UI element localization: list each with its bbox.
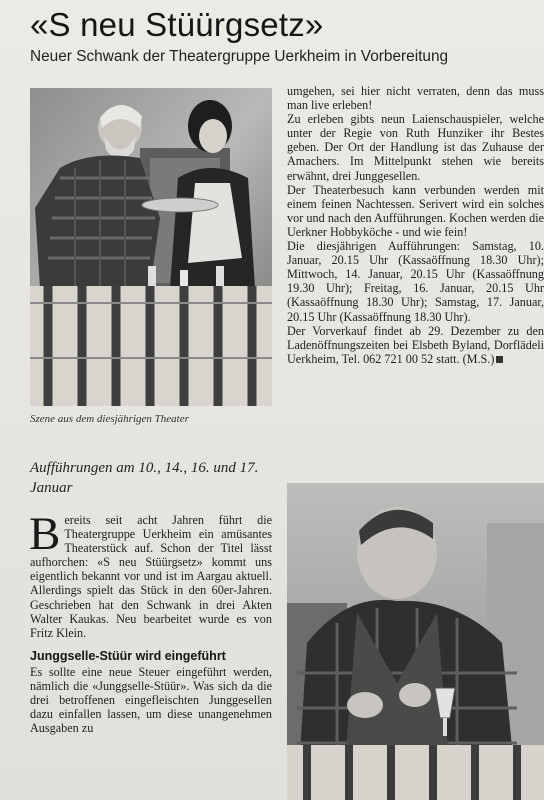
actor-portrait-image [287,483,544,800]
end-mark-icon [496,356,503,363]
article-column-right [287,84,544,366]
paragraph-r1: umgehen, sei hier nicht verraten, denn das muss man live erleben! [287,84,544,113]
photo-caption: Szene aus dem diesjährigen Theater [30,413,189,425]
article-column-left [29,508,272,736]
paragraph-r3: Der Theaterbesuch kann verbunden werden mit einem feinen Nachtessen. Serivert wird ein solches vor und nach den Aufführungen. Kochen werden die Uerkner Hobbyköche - und wie fein! [287,182,544,239]
subheadline: Neuer Schwank der Theatergruppe Uerkheim in Vorbereitung [30,48,449,65]
headline: «S neu Stüürgsetz» [30,6,324,43]
intro-paragraph [29,508,272,640]
theatre-scene-image [30,88,272,406]
article-deck: Aufführungen am 10., 14., 16. und 17. Januar [30,460,259,496]
paragraph-r4: Die diesjährigen Aufführungen: Samstag, 10. Januar, 20.15 Uhr (Kassaöffnung 18.30 Uhr); Mittwoch, 14. Januar, 20.15 Uhr (Kassaöffnung 19.30 Uhr); Freitag, 16. Januar, 20.15 Uhr (Kassaöffnung 18.30 Uhr); Samstag, 17. Januar, 20.15 Uhr (Kassaöffnung 18.30 Uhr). [287,239,544,324]
intro-text: ereits seit acht Jahren führt die Theatergruppe Uerkheim ein amüsantes Theaterstück auf. Schon der Titel lässt aufhorchen: «S neu Stüürgsetz» kommt uns eigentlich bekannt vor und ist im Aargau aktuell. Allerdings spielt das Stück in den 60er-Jahren. Geschrieben hat den Schwank in drei Akten Walter Kaukas. Neu bearbeitet wurde es von Fritz Klein. [30,513,272,640]
paragraph-r5-text: Der Vorverkauf findet ab 29. Dezember zu den Ladenöffnungszeiten bei Elsbeth Byland, Dorflädeli Uerkheim, Tel. 062 721 00 52 statt. (M.S.) [287,323,544,366]
section1-paragraph: Es sollte eine neue Steuer eingeführt werden, nämlich die «Junggselle-Stüür». Was sich da die drei betroffenen eingefleischten Junggesellen dazu einfallen lassen, um diese unangenehmen Ausgaben zu [30,664,272,736]
drop-cap: B [29,508,61,560]
paragraph-r2: Zu erleben gibts neun Laienschauspieler, welche unter der Regie von Ruth Hunziker ihr Bestes geben. Der Ort der Handlung ist das Zuhause der Amachers. Im Mittelpunkt stehen wie bereits erwähnt, drei Junggesellen. [287,112,544,183]
section-subhead: Junggselle-Stüür wird eingeführt [30,648,226,663]
paragraph-r5 [287,324,544,366]
actor-portrait-photo [287,483,544,800]
theatre-scene-photo [30,88,272,406]
